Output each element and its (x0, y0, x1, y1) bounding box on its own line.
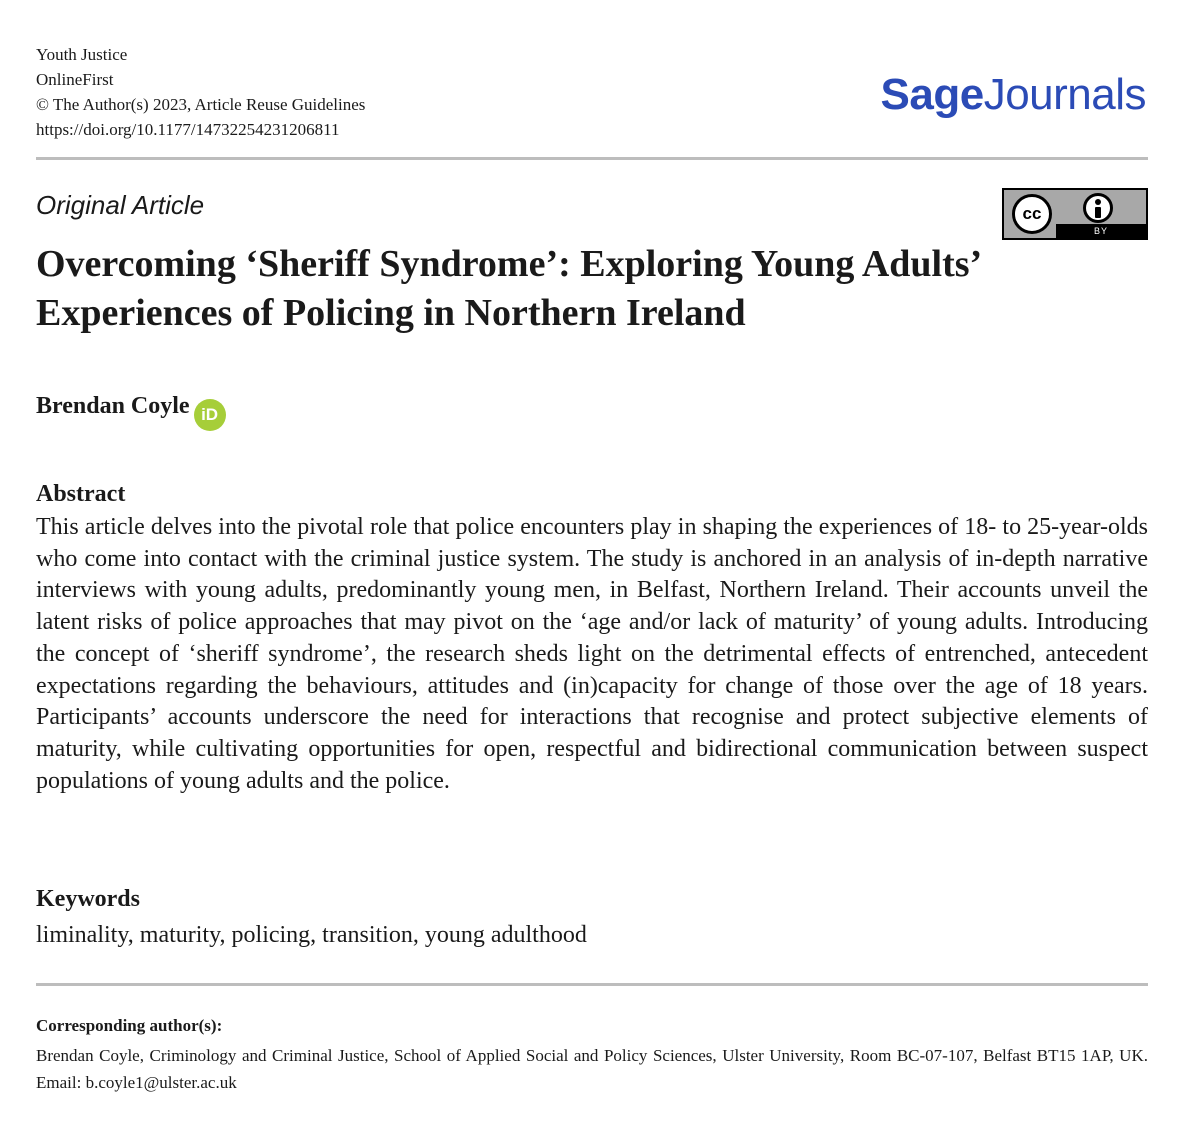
journal-name: Youth Justice (36, 45, 128, 64)
cc-by-license-badge[interactable] (1002, 188, 1148, 240)
author-name[interactable]: Brendan Coyle (36, 393, 190, 419)
keywords-heading: Keywords (36, 886, 140, 912)
orcid-icon[interactable]: iD (194, 399, 226, 431)
abstract-text: This article delves into the pivotal role that police encounters play in shaping the experiences of 18- to 25-year-olds who come into contact with the criminal justice system. The study is anchored in an analysis of in-depth narrative interviews with young adults, predominantly young men, in Belfast, Northern Ireland. Their accounts unveil the latent risks of police approaches that may pivot on the ‘age and/or lack of maturity’ of young adults. Introducing the concept of ‘sheriff syndrome’, the research sheds light on the detrimental effects of entrenched, antecedent expectations regarding the behaviours, attitudes and (in)capacity for change of those over the age of 18 years. Participants’ accounts underscore the need for interactions that recognise and protect subjective elements of maturity, while cultivating opportunities for open, respectful and bidirectional communication between suspect populations of young adults and the police. (36, 514, 1148, 794)
author-line (36, 393, 226, 431)
corresponding-author-details: Brendan Coyle, Criminology and Criminal Justice, School of Applied Social and Policy Sciences, Ulster University, Room BC-07-107, Belfast BT15 1AP, UK. Email: b.coyle1@ulster.ac.uk (36, 1046, 1148, 1092)
sage-journals-logo (881, 70, 1146, 120)
logo-brand: Sage (880, 70, 984, 119)
article-type: Original Article (36, 190, 205, 220)
journal-meta (36, 42, 365, 142)
keywords-list: liminality, maturity, policing, transition, young adulthood (36, 922, 587, 948)
license-by-label: BY (1056, 224, 1146, 238)
logo-product: Journals (983, 70, 1146, 119)
abstract-heading: Abstract (36, 481, 126, 507)
copyright-line[interactable]: © The Author(s) 2023, Article Reuse Guidelines (36, 95, 366, 114)
doi-link[interactable]: https://doi.org/10.1177/14732254231206811 (36, 120, 340, 139)
publication-status: OnlineFirst (36, 70, 114, 89)
header-divider (36, 157, 1148, 160)
article-title: Overcoming ‘Sheriff Syndrome’: Exploring Young Adults’ Experiences of Policing in Northern Ireland (36, 243, 980, 334)
attribution-person-icon (1083, 193, 1113, 223)
footer-divider (36, 983, 1148, 986)
creative-commons-icon: cc (1012, 194, 1052, 234)
corresponding-author-heading: Corresponding author(s): (36, 1016, 223, 1035)
